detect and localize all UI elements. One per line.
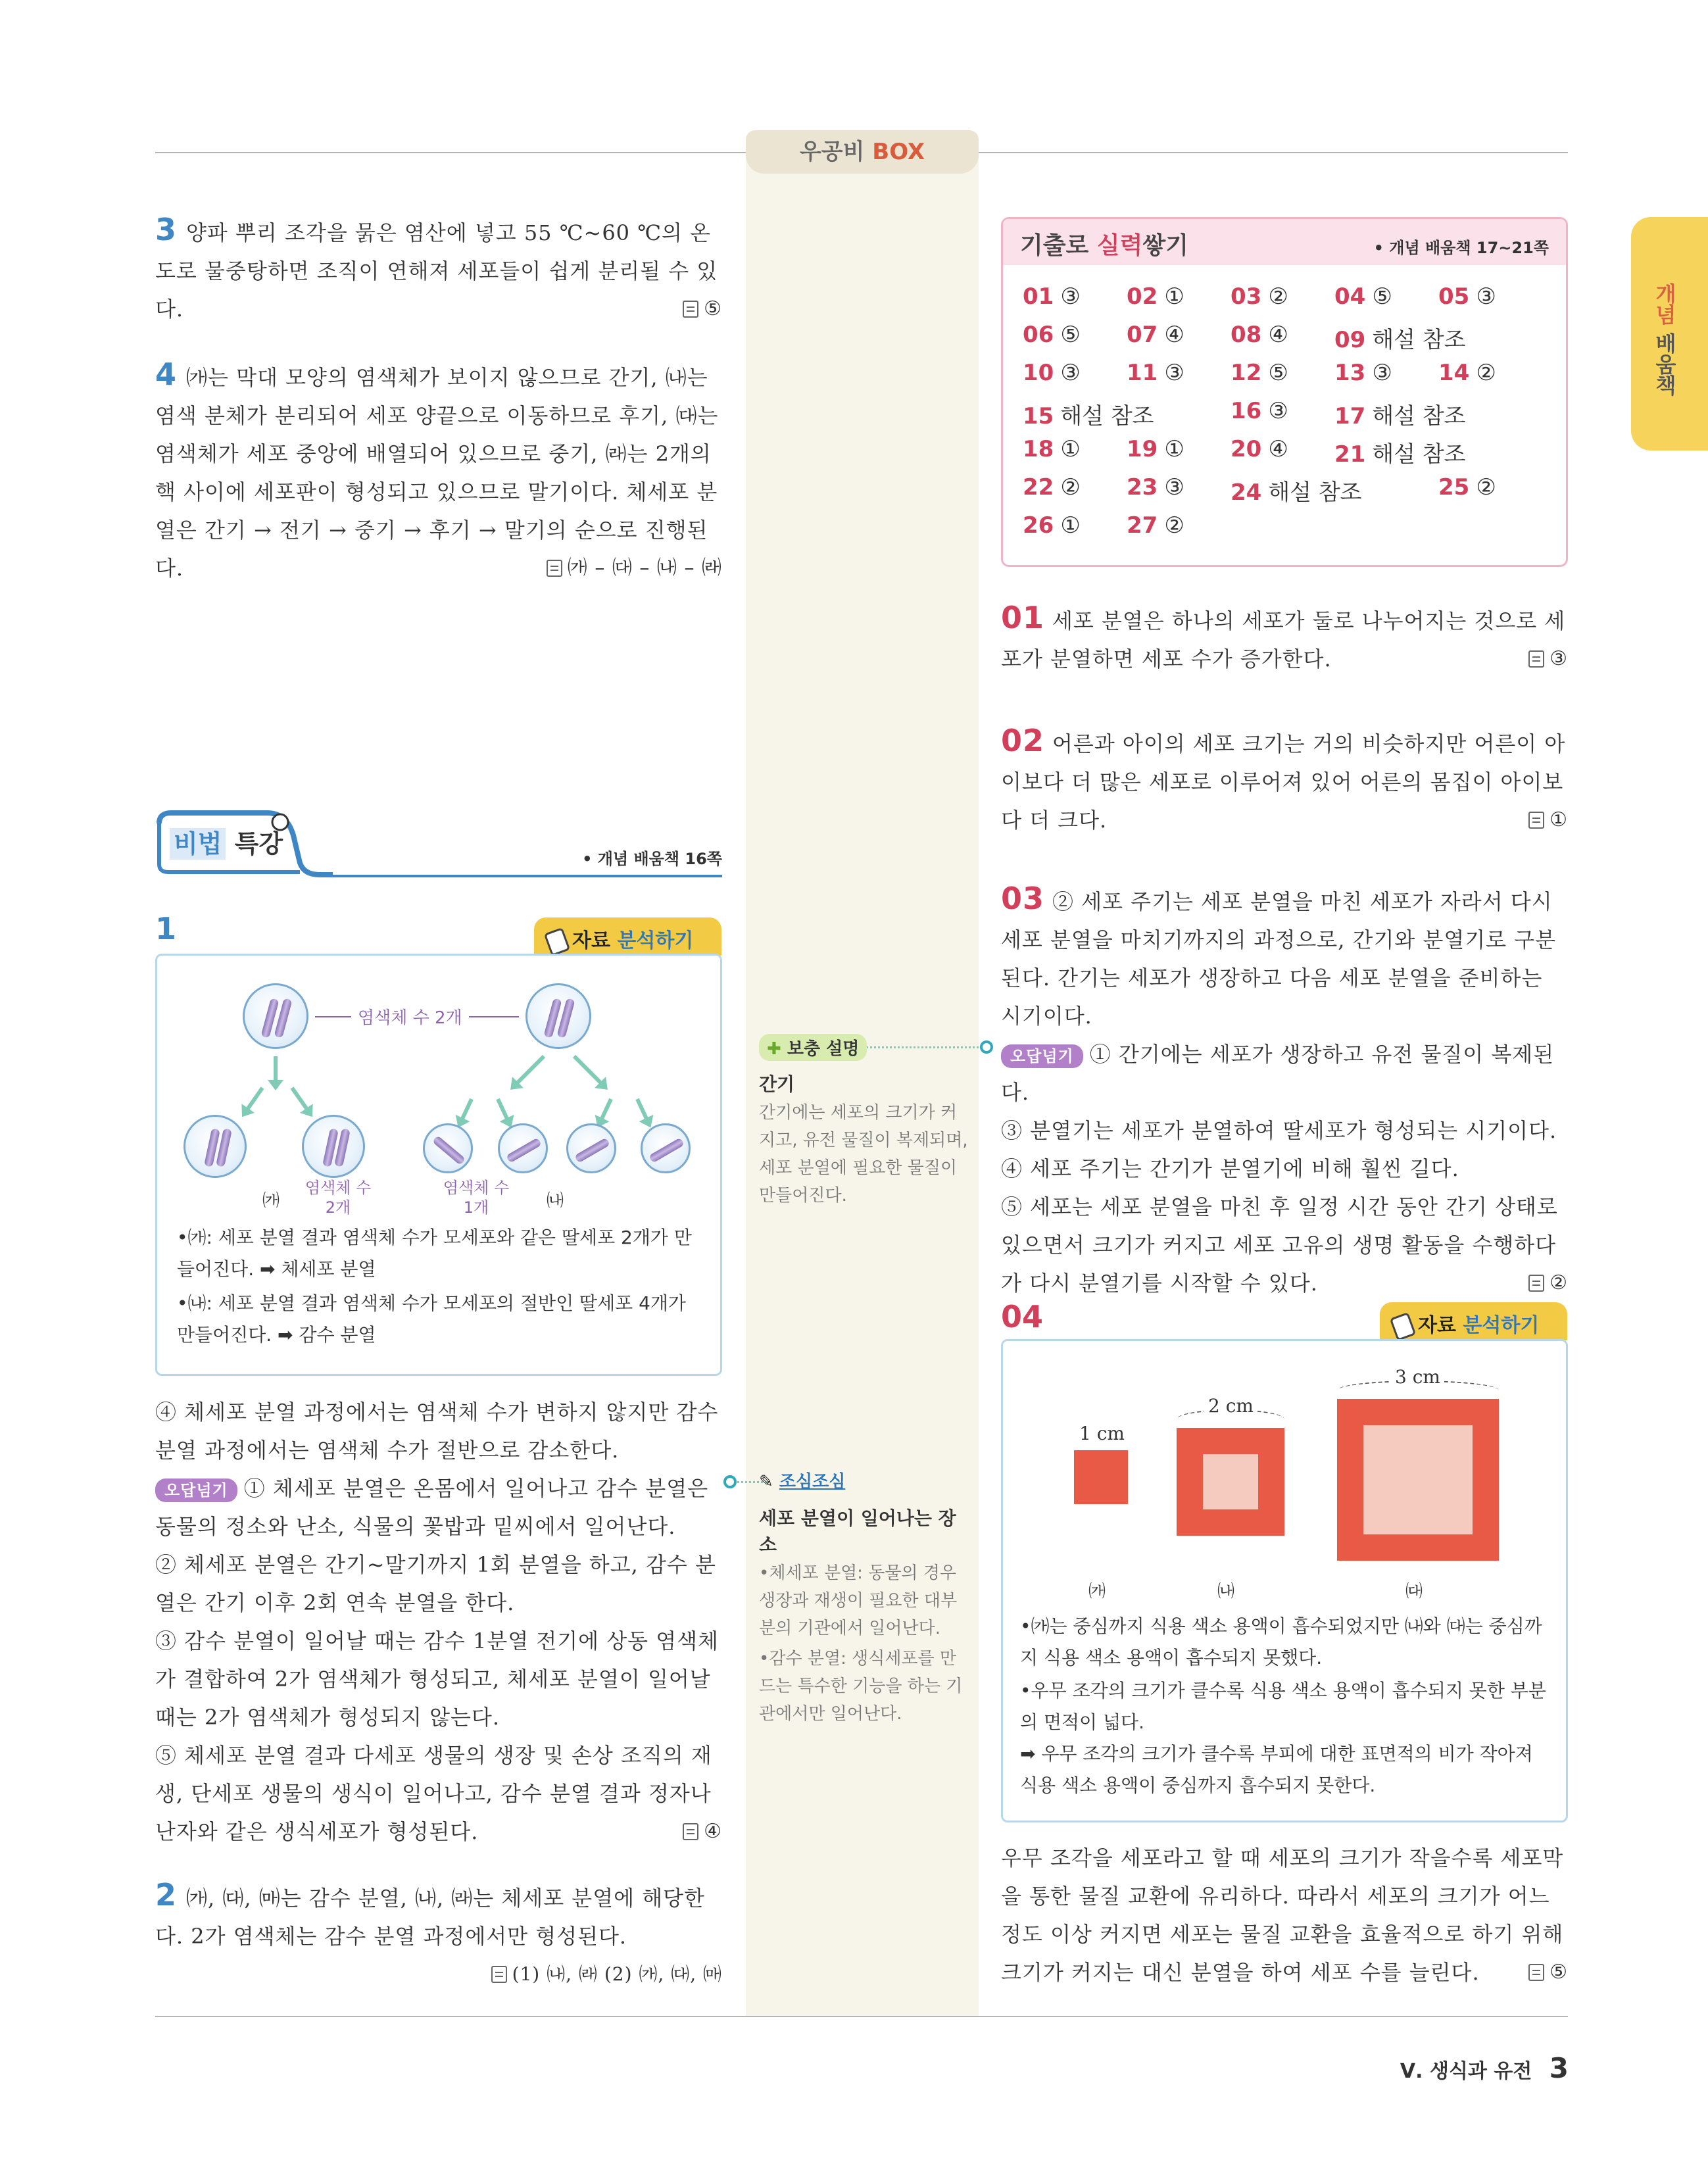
a02-number: 02 <box>1001 723 1045 758</box>
label-ga: ㈎ <box>262 1191 280 1211</box>
answer-key-number: 22 <box>1023 474 1054 501</box>
answer-key-value: ① <box>1060 512 1081 539</box>
footer-chapter: Ⅴ. 생식과 유전 <box>1400 2060 1532 2083</box>
note2-item-1: •체세포 분열: 동물의 경우 생장과 재생이 필요한 대부분의 기관에서 일어난다. <box>759 1563 958 1638</box>
a03-answer-value: ② <box>1549 1271 1568 1294</box>
s1-bullet-2: •㈏: 세포 분열 결과 염색체 수가 모세포의 절반인 딸세포 4개가 만들어진다. ➡ 감수 분열 <box>177 1292 686 1346</box>
a04-bullet-3: ➡ 우무 조각의 크기가 클수록 부피에 대한 표면적의 비가 작아져 식용 색소 용액이 중심까지 흡수되지 못한다. <box>1020 1743 1533 1796</box>
answer-key-item <box>1438 474 1496 501</box>
answer-key-value: ② <box>1268 283 1288 310</box>
q4-text: ㈎는 막대 모양의 염색체가 보이지 않으므로 간기, ㈏는 염색 분체가 분리되어 세포 양끝으로 이동하므로 후기, ㈐는 염색체가 세포 중앙에 배열되어 있으므로 중기, ㈑는 2개의 핵 사이에 세포판이 형성되고 있으므로 말기이다. 체세포 분열은 간기 → 전기 → 중기 → 후기 → 말기의 순으로 진행된다. <box>155 365 719 581</box>
right-a02 <box>1001 721 1568 839</box>
a03-odap-badge: 오답넘기 <box>1001 1044 1083 1068</box>
parent-cell-a <box>243 983 308 1049</box>
answer-key-number: 08 <box>1231 322 1262 348</box>
answer-icon <box>491 1966 507 1983</box>
s1-tag-b: 분석하기 <box>617 929 694 952</box>
arrow <box>573 1055 602 1085</box>
answer-key-value: 해설 참조 <box>1268 479 1362 506</box>
pin-icon: ✎ <box>759 1472 779 1492</box>
box-header <box>746 130 979 174</box>
q3-answer <box>683 290 722 328</box>
answer-key-value: ① <box>1164 436 1184 462</box>
arrow <box>600 1098 613 1120</box>
side-tab <box>1631 217 1708 451</box>
daughter-cell-na-4 <box>641 1123 691 1173</box>
answer-key-item <box>1334 283 1392 310</box>
daughter-cell-na-1 <box>423 1123 473 1173</box>
answer-key-number: 07 <box>1127 322 1158 348</box>
answer-key-value: ④ <box>1164 322 1184 348</box>
s1-p4: ③ 감수 분열이 일어날 때는 감수 1분열 전기에 상동 염색체가 결합하여 2가 염색체가 형성되고, 체세포 분열이 일어날 때는 2가 염색체가 형성되지 않는다. <box>155 1628 719 1730</box>
answer-key-item <box>1023 512 1081 539</box>
special-title-b: 특강 <box>234 829 283 858</box>
s1-diagram-panel <box>155 954 722 1376</box>
answer-key-item <box>1023 398 1154 430</box>
answer-key-item <box>1231 436 1288 462</box>
answer-key-number: 05 <box>1438 283 1470 310</box>
note2 <box>759 1468 969 1728</box>
a03-answer <box>1528 1264 1568 1302</box>
answer-key-item <box>1023 436 1081 462</box>
answer-key-number: 16 <box>1231 398 1262 424</box>
answer-key-value: ② <box>1476 474 1496 501</box>
note1-dot <box>980 1040 993 1054</box>
answer-key-value: 해설 참조 <box>1372 403 1466 429</box>
agar-cube-na <box>1177 1428 1284 1536</box>
side-tab-label-main: 개념 <box>1652 283 1677 325</box>
a04-answer-value: ⑤ <box>1549 1961 1568 1984</box>
answer-key-number: 23 <box>1127 474 1158 501</box>
right-a04-text <box>1001 1839 1568 1992</box>
s1-tag-a: 자료 <box>572 929 610 952</box>
a03-p1: ① 간기에는 세포가 생장하고 유전 물질이 복제된다. <box>1001 1042 1555 1105</box>
label-3cm: 3 cm <box>1391 1366 1444 1388</box>
answer-key-value: ④ <box>1268 436 1288 462</box>
a04-answer <box>1528 1953 1568 1992</box>
answer-key-number: 12 <box>1231 360 1262 386</box>
s1-bullet-1: •㈎: 세포 분열 결과 염색체 수가 모세포와 같은 딸세포 2개가 만들어진다. ➡ 체세포 분열 <box>177 1227 692 1280</box>
label-na: ㈏ <box>547 1191 564 1211</box>
s2-number: 2 <box>155 1877 178 1913</box>
answer-key-number: 17 <box>1334 403 1366 429</box>
answer-key-item <box>1023 360 1081 386</box>
note2-title: 세포 분열이 일어나는 장소 <box>759 1507 956 1555</box>
a04-number: 04 <box>1001 1299 1044 1334</box>
s1-odap-badge: 오답넘기 <box>155 1479 237 1502</box>
answer-key-item <box>1334 398 1466 430</box>
a01-number: 01 <box>1001 600 1045 635</box>
answer-key-item <box>1438 360 1496 386</box>
answer-key-number: 13 <box>1334 360 1366 386</box>
plus-icon: ✚ <box>767 1039 787 1059</box>
answer-key-number: 20 <box>1231 436 1262 462</box>
pin-icon <box>544 927 571 956</box>
answer-key-value: ① <box>1164 283 1184 310</box>
s1-answer-value: ④ <box>704 1820 722 1843</box>
answer-icon <box>1528 650 1544 668</box>
a04-tag-b: 분석하기 <box>1463 1314 1540 1337</box>
special-lecture-header <box>155 809 722 881</box>
q4-answer <box>547 549 722 587</box>
daughter-cell-na-3 <box>566 1123 616 1173</box>
answer-icon <box>1528 812 1544 829</box>
answer-key-number: 09 <box>1334 327 1366 353</box>
arrow <box>460 1098 474 1120</box>
answer-key-number: 19 <box>1127 436 1158 462</box>
key-title-a: 기출로 <box>1020 232 1097 259</box>
s1-explanation <box>155 1393 722 1851</box>
q3-answer-value: ⑤ <box>704 297 722 320</box>
a01-answer-value: ③ <box>1549 647 1568 670</box>
box-header-label: 우공비 <box>799 139 865 165</box>
answer-key-number: 14 <box>1438 360 1470 386</box>
label-ga: ㈎ <box>1088 1582 1106 1601</box>
page-number: 3 <box>1549 2052 1569 2084</box>
answer-key-number: 11 <box>1127 360 1158 386</box>
answer-key-item <box>1023 474 1081 501</box>
q4-number: 4 <box>155 356 178 392</box>
count-b <box>440 1178 512 1217</box>
answer-key-value: ③ <box>1060 360 1081 386</box>
a04-bullet-2: •우무 조각의 크기가 클수록 식용 색소 용액이 흡수되지 못한 부분의 면적이 넓다. <box>1020 1680 1546 1733</box>
s1-p2: ① 체세포 분열은 온몸에서 일어나고 감수 분열은 동물의 정소와 난소, 식물의 꽃밥과 밑씨에서 일어난다. <box>155 1476 709 1539</box>
answer-key-number: 18 <box>1023 436 1054 462</box>
s1-p3: ② 체세포 분열은 간기~말기까지 1회 분열을 하고, 감수 분열은 간기 이후 2회 연속 분열을 한다. <box>155 1552 716 1615</box>
answer-key-value: ③ <box>1164 360 1184 386</box>
diagram-top-label: 염색체 수 2개 <box>351 1004 469 1029</box>
agar-cube-ga <box>1074 1450 1128 1504</box>
note1 <box>759 1034 969 1210</box>
answer-key-number: 26 <box>1023 512 1054 539</box>
answer-icon <box>547 560 562 577</box>
q3-text: 양파 뿌리 조각을 묽은 염산에 넣고 55 ℃~60 ℃의 온도로 물중탕하면 조직이 연해져 세포들이 쉽게 분리될 수 있다. <box>155 220 718 322</box>
a02-answer <box>1528 801 1568 839</box>
answer-key-number: 24 <box>1231 479 1262 506</box>
a03-p4: ⑤ 세포는 세포 분열을 마친 후 일정 시간 동안 간기 상태로 있으면서 크기가 커지고 세포 고유의 생명 활동을 수행하다가 다시 분열기를 시작할 수 있다. <box>1001 1194 1558 1296</box>
bottom-rule <box>155 2016 1568 2017</box>
answer-key-item <box>1438 283 1496 310</box>
a04-text: 우무 조각을 세포라고 할 때 세포의 크기가 작을수록 세포막을 통한 물질 교환에 유리하다. 따라서 세포의 크기가 어느 정도 이상 커지면 세포는 물질 교환을 효율적으로 하기 위해 크기가 커지는 대신 분열을 하여 세포 수를 늘린다. <box>1001 1845 1564 1985</box>
answer-key-value: 해설 참조 <box>1372 441 1466 468</box>
answer-key-item <box>1127 360 1184 386</box>
answer-key-value: 해설 참조 <box>1060 403 1154 429</box>
s1-answer <box>683 1813 722 1851</box>
answer-key-value: ⑤ <box>1060 322 1081 348</box>
count-a <box>302 1178 374 1217</box>
a02-answer-value: ① <box>1549 808 1568 831</box>
a03-p3: ④ 세포 주기는 간기가 분열기에 비해 훨씬 길다. <box>1001 1156 1459 1181</box>
answer-key-value: ③ <box>1164 474 1184 501</box>
a02-text: 어른과 아이의 세포 크기는 거의 비슷하지만 어른이 아이보다 더 많은 세포로 이루어져 있어 어른의 몸집이 아이보다 더 크다. <box>1001 731 1566 833</box>
answer-icon <box>683 1823 698 1840</box>
s2-text: ㈎, ㈐, ㈒는 감수 분열, ㈏, ㈑는 체세포 분열에 해당한다. 2가 염색체는 감수 분열 과정에서만 형성된다. <box>155 1886 705 1949</box>
agar-cube-da <box>1337 1399 1499 1561</box>
note2-badge <box>759 1468 969 1492</box>
note1-badge-label: 보충 설명 <box>787 1039 860 1059</box>
arrow <box>246 1087 264 1110</box>
a01-text: 세포 분열은 하나의 세포가 둘로 나누어지는 것으로 세포가 분열하면 세포 수가 증가한다. <box>1001 608 1566 672</box>
answer-key-number: 10 <box>1023 360 1054 386</box>
count-a-value: 2개 <box>325 1198 351 1217</box>
a04-diagram-panel <box>1001 1339 1568 1822</box>
label-2cm: 2 cm <box>1204 1395 1257 1417</box>
answer-key-item <box>1231 398 1288 424</box>
label-na: ㈏ <box>1217 1582 1235 1601</box>
a03-p2: ③ 분열기는 세포가 분열하여 딸세포가 형성되는 시기이다. <box>1001 1118 1557 1143</box>
daughter-cell-ga-1 <box>183 1115 247 1178</box>
answer-key-value: ③ <box>1060 283 1081 310</box>
note2-dot <box>723 1475 737 1488</box>
answer-icon <box>683 301 698 318</box>
box-header-accent: BOX <box>872 139 925 165</box>
answer-key-number: 02 <box>1127 283 1158 310</box>
answer-key-item <box>1231 360 1288 386</box>
arrow <box>635 1098 648 1120</box>
q4-answer-value: ㈎ – ㈐ – ㈏ – ㈑ <box>567 556 722 579</box>
daughter-cell-na-2 <box>498 1123 548 1173</box>
s1-p1: ④ 체세포 분열 과정에서는 염색체 수가 변하지 않지만 감수 분열 과정에서는 염색체 수가 절반으로 감소한다. <box>155 1400 719 1463</box>
a04-tag-a: 자료 <box>1418 1314 1456 1337</box>
footer <box>1400 2052 1569 2084</box>
answer-key-item <box>1334 322 1466 354</box>
answer-key-value: ③ <box>1268 398 1288 424</box>
key-title-c: 쌓기 <box>1142 232 1188 259</box>
answer-key-item <box>1334 436 1466 468</box>
left-q4 <box>155 355 722 587</box>
note2-badge-label: 조심조심 <box>779 1472 846 1492</box>
answer-key-value: ② <box>1476 360 1496 386</box>
pin-icon <box>1390 1311 1417 1340</box>
answer-icon <box>1528 1964 1544 1981</box>
a03-text: ② 세포 주기는 세포 분열을 마친 세포가 자라서 다시 세포 분열을 마치기까지의 과정으로, 간기와 분열기로 구분된다. 간기는 세포가 생장하고 다음 세포 분열을 준비하는 시기이다. <box>1001 889 1557 1029</box>
answer-key-number: 27 <box>1127 512 1158 539</box>
answer-key-value: ③ <box>1476 283 1496 310</box>
answer-key-item <box>1023 283 1081 310</box>
answer-key-value: ② <box>1164 512 1184 539</box>
label-da: ㈐ <box>1405 1582 1423 1601</box>
note2-item-2: •감수 분열: 생식세포를 만드는 특수한 기능을 하는 기관에서만 일어난다. <box>759 1649 963 1724</box>
answer-key-item <box>1231 474 1362 506</box>
label-1cm: 1 cm <box>1079 1423 1125 1444</box>
note1-text: 간기에는 세포의 크기가 커지고, 유전 물질이 복제되며, 세포 분열에 필요한 물질이 만들어진다. <box>759 1103 968 1206</box>
answer-key-item <box>1023 322 1081 348</box>
answer-key-item <box>1231 322 1288 348</box>
count-a-label: 염색체 수 <box>305 1179 372 1197</box>
s2-answer: (1) ㈏, ㈑ (2) ㈎, ㈐, ㈒ <box>512 1963 722 1985</box>
a04-tag <box>1380 1302 1567 1340</box>
right-a01 <box>1001 599 1568 678</box>
arrow <box>516 1055 545 1085</box>
a03-number: 03 <box>1001 881 1045 916</box>
answer-key-box <box>1001 217 1568 567</box>
answer-key-number: 25 <box>1438 474 1470 501</box>
answer-key-item <box>1334 360 1392 386</box>
s1-number: 1 <box>155 911 177 946</box>
answer-key-value: ⑤ <box>1372 283 1392 310</box>
answer-key-value: ③ <box>1372 360 1392 386</box>
answer-key-number: 15 <box>1023 403 1054 429</box>
s1-p5: ⑤ 체세포 분열 결과 다세포 생물의 생장 및 손상 조직의 재생, 단세포 생물의 생식이 일어나고, 감수 분열 결과 정자나 난자와 같은 생식세포가 형성된다. <box>155 1743 712 1844</box>
side-tab-label-rest: 배움책 <box>1652 325 1677 396</box>
answer-key-header <box>1003 219 1566 265</box>
key-ref: • 개념 배움책 17~21쪽 <box>1373 239 1549 257</box>
answer-key-item <box>1127 283 1184 310</box>
count-b-label: 염색체 수 <box>443 1179 510 1197</box>
special-title-a: 비법 <box>170 828 226 860</box>
answer-key-value: ① <box>1060 436 1081 462</box>
answer-key-number: 01 <box>1023 283 1054 310</box>
key-title-b: 실력 <box>1096 232 1143 259</box>
answer-key-item <box>1127 512 1184 539</box>
a01-answer <box>1528 640 1568 678</box>
left-q3 <box>155 210 722 328</box>
q3-number: 3 <box>155 212 178 247</box>
answer-key-item <box>1127 322 1184 348</box>
answer-key-number: 21 <box>1334 441 1366 468</box>
a04-bullet-1: •㈎는 중심까지 식용 색소 용액이 흡수되었지만 ㈏와 ㈐는 중심까지 식용 색소 용액이 흡수되지 못했다. <box>1020 1615 1542 1669</box>
answer-icon <box>1528 1275 1544 1292</box>
right-a03 <box>1001 879 1568 1302</box>
answer-key-number: 06 <box>1023 322 1054 348</box>
answer-key-item <box>1231 283 1288 310</box>
arrow <box>274 1056 278 1081</box>
answer-key-value: ② <box>1060 474 1081 501</box>
answer-key-item <box>1127 474 1184 501</box>
parent-cell-b <box>525 983 591 1049</box>
arrow <box>496 1098 509 1120</box>
s1-tag <box>534 917 721 956</box>
note1-badge <box>759 1034 867 1061</box>
left-s2 <box>155 1876 722 1993</box>
count-b-value: 1개 <box>463 1198 489 1217</box>
daughter-cell-ga-2 <box>302 1115 365 1178</box>
arrow <box>291 1087 309 1110</box>
answer-key-number: 03 <box>1231 283 1262 310</box>
answer-key-value: ④ <box>1268 322 1288 348</box>
note1-title: 간기 <box>759 1073 795 1095</box>
answer-key-value: ⑤ <box>1268 360 1288 386</box>
answer-key-item <box>1127 436 1184 462</box>
answer-key-number: 04 <box>1334 283 1366 310</box>
answer-key-value: 해설 참조 <box>1372 327 1466 353</box>
special-ref: • 개념 배움책 16쪽 <box>582 850 722 868</box>
